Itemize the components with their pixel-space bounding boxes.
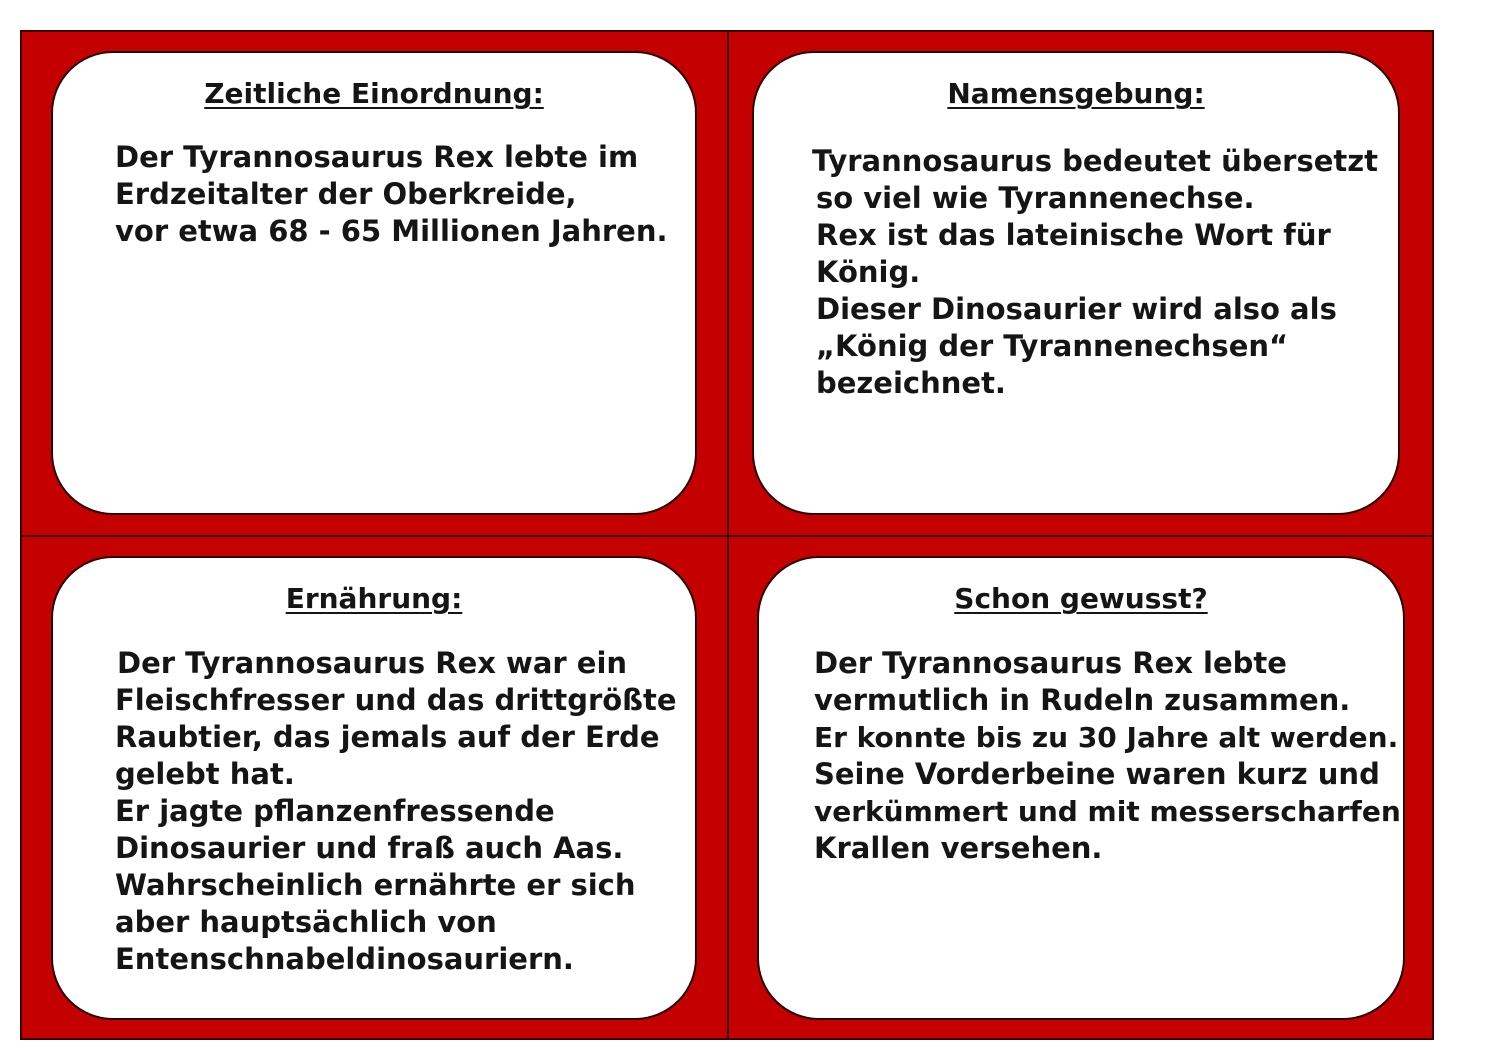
text-line: aber hauptsächlich von (115, 905, 497, 939)
text-line: bezeichnet. (816, 366, 1006, 400)
text-line: Raubtier, das jemals auf der Erde (115, 720, 660, 754)
card-title: Schon gewusst? (954, 582, 1208, 615)
card-namensgebung (752, 51, 1400, 515)
card-title: Namensgebung: (947, 77, 1205, 110)
text-line: verkümmert und mit messerscharfen (814, 795, 1401, 828)
card-zeitliche-einordnung (51, 51, 697, 515)
text-line: „König der Tyrannenechsen“ (816, 329, 1289, 363)
card-text (812, 143, 1378, 402)
text-line: Rex ist das lateinische Wort für (816, 218, 1331, 252)
text-line: Dieser Dinosaurier wird also als (816, 292, 1337, 326)
card-ernaehrung (51, 556, 697, 1020)
card-text (814, 645, 1401, 867)
card-title: Zeitliche Einordnung: (204, 77, 544, 110)
text-line: Der Tyrannosaurus Rex lebte (814, 646, 1287, 680)
text-line: vermutlich in Rudeln zusammen. (814, 683, 1351, 717)
text-line: Entenschnabeldinosauriern. (115, 942, 574, 976)
cut-line-horizontal (22, 535, 1432, 537)
text-line: Tyrannosaurus bedeutet übersetzt (812, 144, 1379, 178)
text-line: gelebt hat. (115, 757, 295, 791)
text-line: Seine Vorderbeine waren kurz und (814, 757, 1380, 791)
text-line: Der Tyrannosaurus Rex lebte im (115, 140, 639, 174)
card-text (115, 645, 677, 978)
text-line: Krallen versehen. (814, 831, 1103, 865)
text-line: Der Tyrannosaurus Rex war ein (117, 646, 628, 680)
text-line: Dinosaurier und fraß auch Aas. (115, 831, 624, 865)
text-line: Erdzeitalter der Oberkreide, (115, 177, 577, 211)
card-title: Ernährung: (285, 582, 463, 615)
text-line: Fleischfresser und das drittgrößte (115, 683, 677, 717)
card-text (115, 139, 668, 250)
text-line: vor etwa 68 - 65 Millionen Jahren. (115, 214, 668, 248)
text-line: so viel wie Tyrannenechse. (816, 181, 1255, 215)
text-line: König. (816, 255, 921, 289)
card-schon-gewusst (757, 556, 1405, 1020)
text-line: Er jagte pflanzenfressende (115, 794, 555, 828)
text-line: Er konnte bis zu 30 Jahre alt werden. (814, 721, 1399, 754)
text-line: Wahrscheinlich ernährte er sich (115, 868, 636, 902)
